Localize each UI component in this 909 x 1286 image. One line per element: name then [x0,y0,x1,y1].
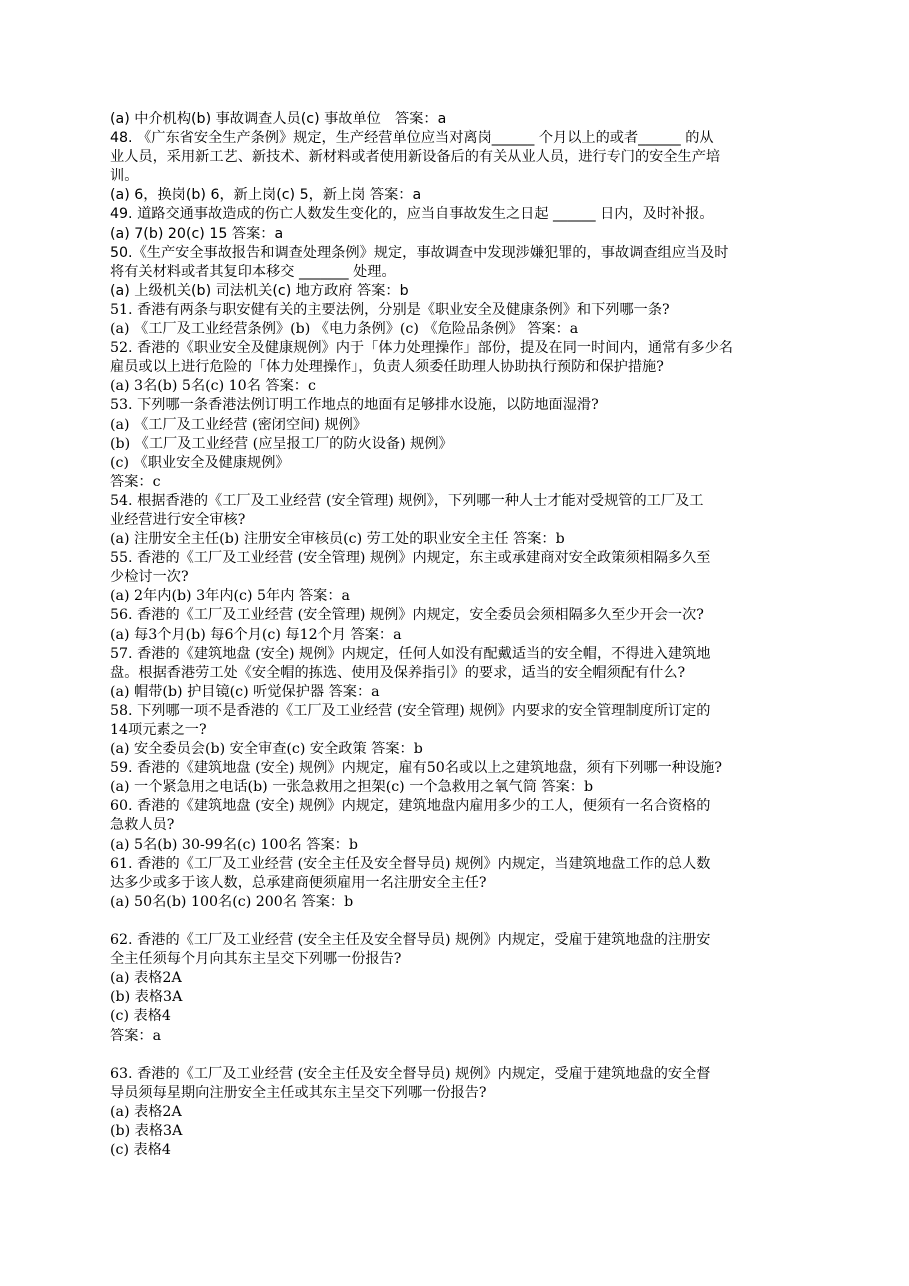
text-line: 急救人员? [110,817,175,834]
text-line: 少检讨一次? [110,569,189,586]
text-line: 63. 香港的《工厂及工业经营 (安全主任及安全督导员) 规例》内规定，受雇于建筑地盘的安全督 [110,1065,711,1082]
text-line: 答案：c [110,473,161,490]
text-line: (b) 表格3A [110,989,183,1006]
text-line: 61. 香港的《工厂及工业经营 (安全主任及安全督导员) 规例》内规定，当建筑地盘工作的总人数 [110,855,711,872]
text-line: 48. 《广东省安全生产条例》规定，生产经营单位应当对离岗______ 个月以上的或者______ 的从 [110,130,714,147]
text-line: 54. 根据香港的《工厂及工业经营 (安全管理) 规例》，下列哪一种人士才能对受规管的工厂及工 [110,492,704,509]
text-line: (a) 50名(b) 100名(c) 200名 答案：b [110,893,354,910]
text-line: (a) 帽带(b) 护目镜(c) 听觉保护器 答案：a [110,683,380,700]
text-line: 57. 香港的《建筑地盘 (安全) 规例》内规定，任何人如没有配戴适当的安全帽，不得进入建筑地 [110,645,711,662]
text-line: (b) 表格3A [110,1122,183,1139]
text-line: (a) 中介机构(b) 事故调查人员(c) 事故单位 答案：a [110,111,447,127]
text-line: 业人员，采用新工艺、新技术、新材料或者使用新设备后的有关从业人员，进行专门的安全生产培 [110,149,721,166]
text-line: (a) 2年内(b) 3年内(c) 5年内 答案：a [110,588,350,605]
text-line: 盘。根据香港劳工处《安全帽的拣选、使用及保养指引》的要求，适当的安全帽须配有什么? [110,664,686,681]
text-line: 53. 下列哪一条香港法例订明工作地点的地面有足够排水设施，以防地面湿滑? [110,397,599,414]
text-line: 答案：a [110,1027,162,1044]
text-line: (a) 《工厂及工业经营条例》(b) 《电力条例》(c) 《危险品条例》 答案：a [110,321,579,338]
text-line: 50.《生产安全事故报告和调查处理条例》规定，事故调查中发现涉嫌犯罪的，事故调查组应当及时 [110,244,729,261]
text-line: 雇员或以上进行危险的「体力处理操作」，负责人须委任助理人协助执行预防和保护措施? [110,359,664,376]
document-body [110,110,810,1160]
text-line: 52. 香港的《职业安全及健康规例》内于「体力处理操作」部份，提及在同一时间内，通常有多少名 [110,340,733,357]
text-line: (a) 表格2A [110,970,182,987]
text-line: 训。 [110,168,139,185]
text-line: (a) 每3个月(b) 每6个月(c) 每12个月 答案：a [110,626,402,643]
text-line: 58. 下列哪一项不是香港的《工厂及工业经营 (安全管理) 规例》内要求的安全管理制度所订定的 [110,702,711,719]
text-line: 51. 香港有两条与职安健有关的主要法例，分别是《职业安全及健康条例》和下列哪一条? [110,301,670,318]
text-line: (a) 一个紧急用之电话(b) 一张急救用之担架(c) 一个急救用之氧气筒 答案：b [110,779,594,796]
text-line: (a) 上级机关(b) 司法机关(c) 地方政府 答案：b [110,282,409,299]
text-line: (a) 安全委员会(b) 安全审查(c) 安全政策 答案：b [110,741,423,758]
text-line: (a) 5名(b) 30-99名(c) 100名 答案：b [110,836,358,853]
text-line: 导员须每星期向注册安全主任或其东主呈交下列哪一份报告? [110,1084,487,1101]
text-line: (a) 6，换岗(b) 6，新上岗(c) 5，新上岗 答案：a [110,187,422,204]
text-line: 全主任须每个月向其东主呈交下列哪一份报告? [110,951,402,968]
text-line: 业经营进行安全审核? [110,511,246,528]
text-line: 59. 香港的《建筑地盘 (安全) 规例》内规定，雇有50名或以上之建筑地盘，须有下列哪一种设施? [110,760,722,777]
blank-line [110,912,810,931]
text-line: 60. 香港的《建筑地盘 (安全) 规例》内规定，建筑地盘内雇用多少的工人，便须有一名合资格的 [110,798,711,815]
text-line: (c) 表格4 [110,1142,171,1159]
blank-line [110,1046,810,1065]
text-line: 14项元素之一? [110,722,207,738]
text-line: (a) 7(b) 20(c) 15 答案：a [110,225,284,242]
text-line: 将有关材料或者其复印本移交 _______ 处理。 [110,263,396,280]
text-line: (a) 表格2A [110,1103,182,1120]
text-line: (b) 《工厂及工业经营 (应呈报工厂的防火设备) 规例》 [110,435,453,452]
text-line: 55. 香港的《工厂及工业经营 (安全管理) 规例》内规定，东主或承建商对安全政策须相隔多久至 [110,550,711,567]
text-line: (a) 3名(b) 5名(c) 10名 答案：c [110,378,316,395]
text-line: 56. 香港的《工厂及工业经营 (安全管理) 规例》内规定，安全委员会须相隔多久至少开会一次? [110,607,704,624]
text-line: (c) 《职业安全及健康规例》 [110,454,290,471]
text-line: (a) 注册安全主任(b) 注册安全审核员(c) 劳工处的职业安全主任 答案：b [110,531,565,548]
text-line: 49. 道路交通事故造成的伤亡人数发生变化的，应当自事故发生之日起 ______ 日内，及时补报。 [110,206,714,223]
text-line: 62. 香港的《工厂及工业经营 (安全主任及安全督导员) 规例》内规定，受雇于建筑地盘的注册安 [110,932,711,949]
text-line: 达多少或多于该人数，总承建商便须雇用一名注册安全主任? [110,874,487,891]
text-line: (a) 《工厂及工业经营 (密闭空间) 规例》 [110,416,367,433]
text-line: (c) 表格4 [110,1008,171,1025]
